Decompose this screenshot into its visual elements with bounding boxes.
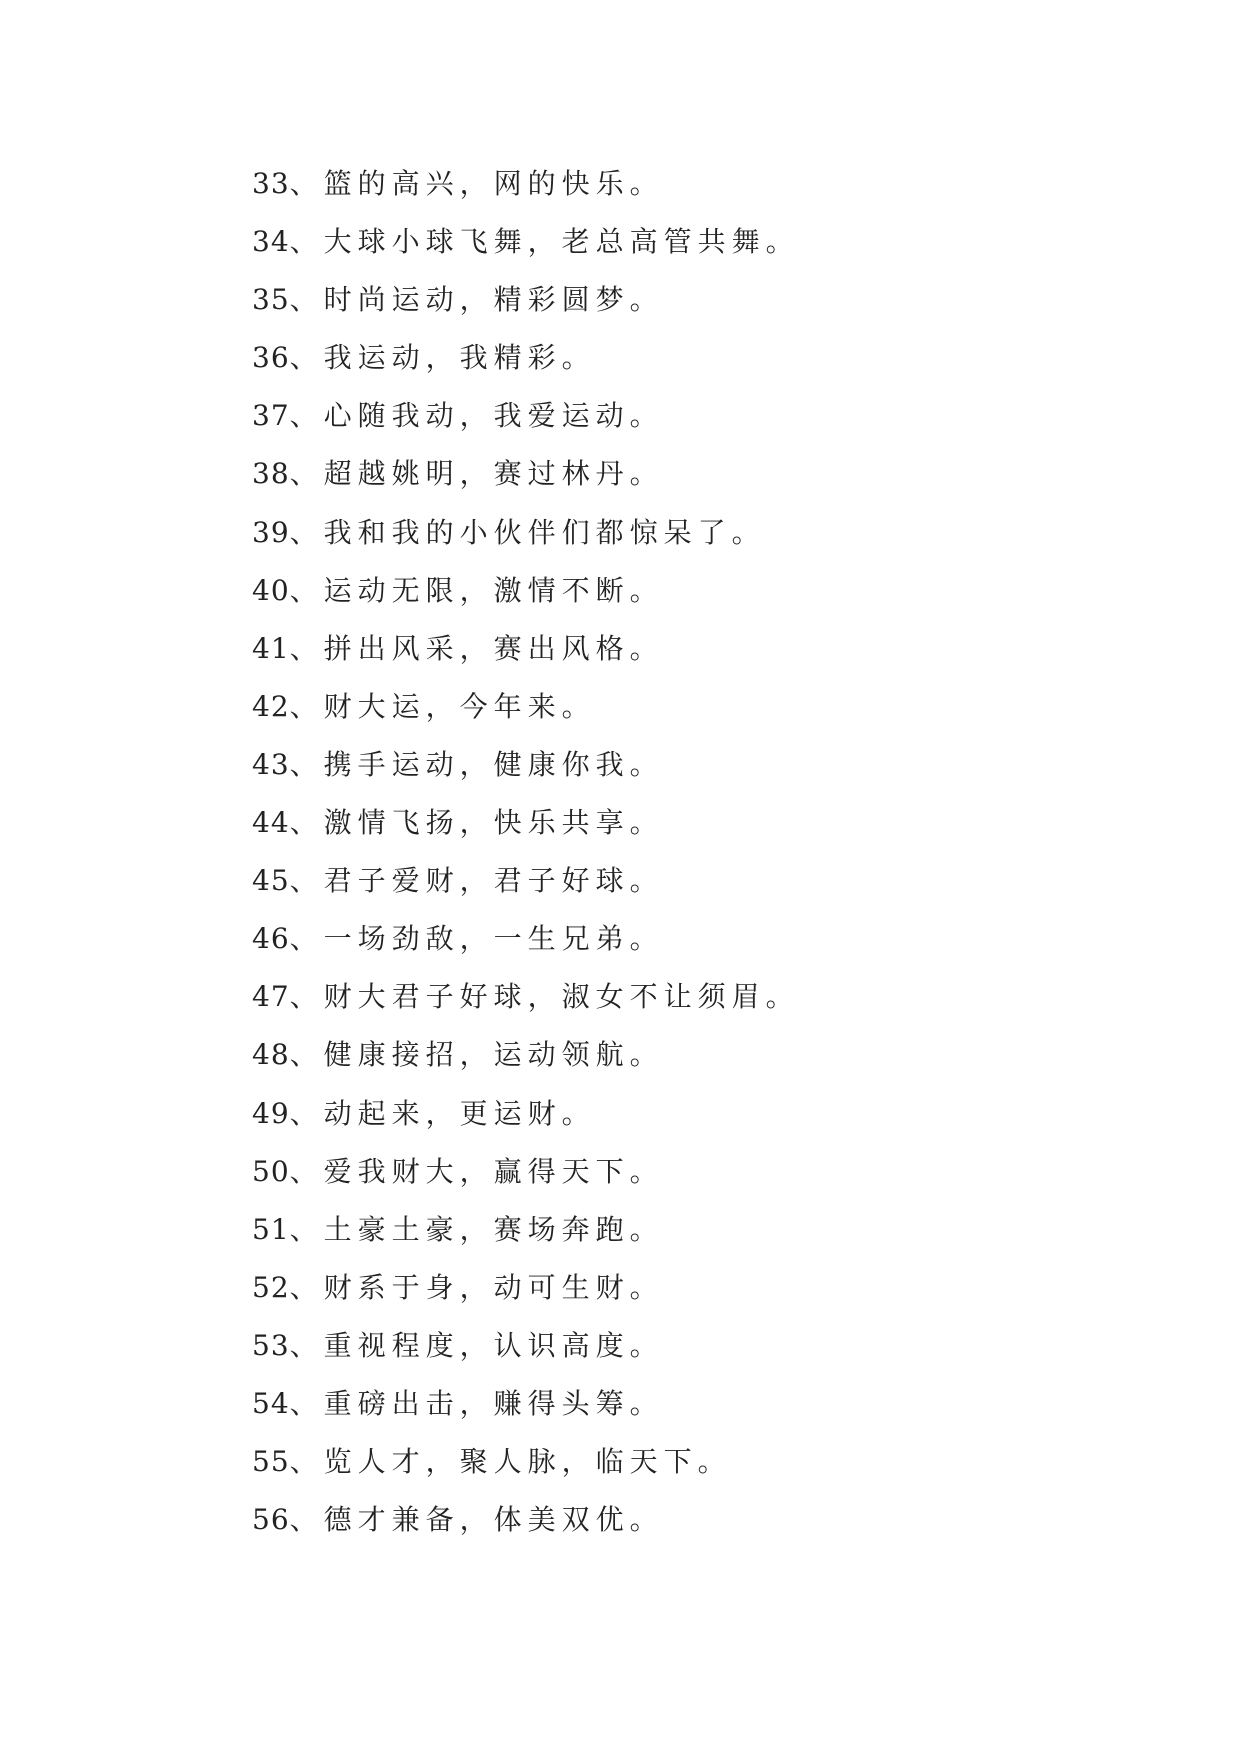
list-item: [252, 977, 800, 1035]
item-number: 45: [252, 864, 290, 898]
item-text: 、我运动，我精彩。: [289, 341, 596, 375]
list-item: [252, 1152, 800, 1210]
item-number: 35: [252, 283, 290, 317]
item-text: 、篮的高兴，网的快乐。: [289, 167, 664, 200]
item-number: 43: [252, 747, 290, 781]
item-text: 、拼出风采，赛出风格。: [289, 631, 664, 665]
item-number: 50: [252, 1154, 290, 1188]
list-item: [252, 513, 800, 571]
item-number: 48: [252, 1038, 290, 1072]
list-item: [252, 687, 800, 745]
item-number: 40: [252, 573, 290, 607]
item-text: 、德才兼备，体美双优。: [289, 1503, 664, 1537]
list-item: [252, 629, 800, 687]
item-text: 、一场劲敌，一生兄弟。: [289, 922, 664, 956]
item-number: 54: [252, 1386, 290, 1420]
item-number: 44: [252, 806, 290, 840]
item-number: 56: [252, 1503, 290, 1537]
list-item: [252, 1326, 800, 1384]
slogan-list: [252, 164, 800, 1558]
item-text: 、爱我财大，赢得天下。: [289, 1154, 664, 1188]
list-item: [252, 280, 800, 338]
item-number: 36: [252, 341, 290, 375]
item-number: 55: [252, 1445, 290, 1479]
item-number: 49: [252, 1096, 290, 1130]
list-item: [252, 1094, 800, 1152]
item-text: 、激情飞扬，快乐共享。: [289, 806, 664, 840]
list-item: [252, 803, 800, 861]
list-item: [252, 861, 800, 919]
list-item: [252, 454, 800, 512]
item-text: 、览人才，聚人脉，临天下。: [289, 1445, 732, 1479]
item-text: 、财大运，今年来。: [289, 689, 596, 723]
item-number: 51: [252, 1212, 290, 1246]
item-number: 46: [252, 922, 290, 956]
item-number: 34: [252, 225, 290, 259]
list-item: [252, 571, 800, 629]
list-item: [252, 1442, 800, 1500]
item-number: 38: [252, 457, 290, 491]
item-text: 、我和我的小伙伴们都惊呆了。: [289, 515, 766, 549]
list-item: [252, 1268, 800, 1326]
item-text: 、大球小球飞舞，老总高管共舞。: [289, 225, 800, 259]
list-item: [252, 1035, 800, 1093]
item-text: 、时尚运动，精彩圆梦。: [289, 283, 664, 317]
item-number: 53: [252, 1328, 290, 1362]
item-text: 、动起来，更运财。: [289, 1096, 596, 1130]
item-text: 、君子爱财，君子好球。: [289, 864, 664, 898]
item-number: 41: [252, 631, 290, 665]
item-number: 42: [252, 689, 290, 723]
item-text: 、重磅出击，赚得头筹。: [289, 1386, 664, 1420]
list-item: [252, 396, 800, 454]
item-text: 、携手运动，健康你我。: [289, 747, 664, 781]
list-item: [252, 164, 800, 222]
list-item: [252, 1384, 800, 1442]
list-item: [252, 745, 800, 803]
list-item: [252, 919, 800, 977]
item-text: 、重视程度，认识高度。: [289, 1328, 664, 1362]
list-item: [252, 1500, 800, 1558]
item-text: 、运动无限，激情不断。: [289, 573, 664, 607]
item-number: 47: [252, 980, 290, 1014]
item-number: 52: [252, 1270, 290, 1304]
item-number: 33: [252, 167, 290, 200]
item-text: 、财系于身，动可生财。: [289, 1270, 664, 1304]
list-item: [252, 222, 800, 280]
item-text: 、健康接招，运动领航。: [289, 1038, 664, 1072]
list-item: [252, 1210, 800, 1268]
list-item: [252, 338, 800, 396]
item-number: 39: [252, 515, 290, 549]
item-number: 37: [252, 399, 290, 433]
item-text: 、心随我动，我爱运动。: [289, 399, 664, 433]
item-text: 、超越姚明，赛过林丹。: [289, 457, 664, 491]
item-text: 、财大君子好球，淑女不让须眉。: [289, 980, 800, 1014]
item-text: 、土豪土豪，赛场奔跑。: [289, 1212, 664, 1246]
